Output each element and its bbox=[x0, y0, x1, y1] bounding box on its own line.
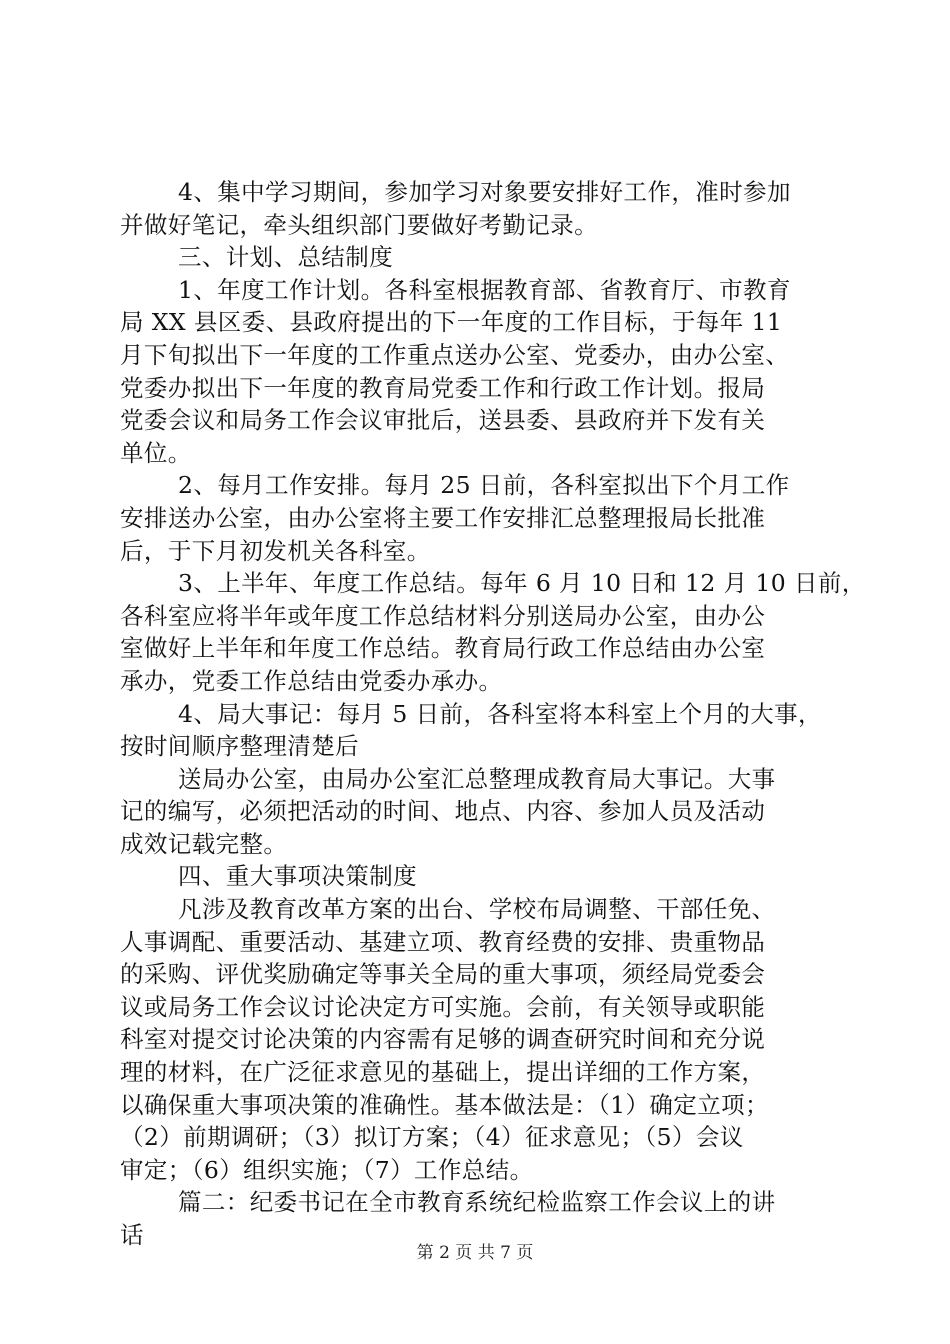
text-line: 局 XX 县区委、县政府提出的下一年度的工作目标，于每年 11 bbox=[120, 308, 783, 337]
text-line: 三、计划、总结制度 bbox=[178, 243, 394, 272]
text-line: 安排送办公室，由办公室将主要工作安排汇总整理报局长批准 bbox=[120, 503, 766, 532]
text-line: 四、重大事项决策制度 bbox=[178, 862, 417, 891]
text-line: 4、局大事记：每月 5 日前，各科室将本科室上个月的大事， bbox=[178, 699, 822, 728]
text-line: 审定；（6）组织实施；（7）工作总结。 bbox=[120, 1155, 534, 1184]
text-line: 各科室应将半年或年度工作总结材料分别送局办公室，由办公 bbox=[120, 601, 766, 630]
text-line: 以确保重大事项决策的准确性。基本做法是：（1）确定立项； bbox=[120, 1090, 769, 1119]
text-line: 送局办公室，由局办公室汇总整理成教育局大事记。大事 bbox=[178, 764, 776, 793]
text-line: 篇二：纪委书记在全市教育系统纪检监察工作会议上的讲 bbox=[178, 1188, 776, 1217]
text-line: 凡涉及教育改革方案的出台、学校布局调整、干部任免、 bbox=[178, 895, 776, 924]
text-line: 3、上半年、年度工作总结。每年 6 月 10 日和 12 月 10 日前， bbox=[178, 569, 866, 598]
text-line: 4、集中学习期间，参加学习对象要安排好工作，准时参加 bbox=[178, 178, 791, 206]
text-line: 理的材料，在广泛征求意见的基础上，提出详细的工作方案， bbox=[120, 1058, 766, 1087]
text-line: 1、年度工作计划。各科室根据教育部、省教育厅、市教育 bbox=[178, 275, 791, 304]
text-line: 后，于下月初发机关各科室。 bbox=[120, 536, 431, 565]
text-line: 月下旬拟出下一年度的工作重点送办公室、党委办，由办公室、 bbox=[120, 340, 790, 369]
text-line: 记的编写，必须把活动的时间、地点、内容、参加人员及活动 bbox=[120, 797, 766, 826]
text-line: 室做好上半年和年度工作总结。教育局行政工作总结由办公室 bbox=[120, 634, 766, 663]
text-line: 并做好笔记，牵头组织部门要做好考勤记录。 bbox=[120, 210, 598, 239]
text-line: 2、每月工作安排。每月 25 日前，各科室拟出下个月工作 bbox=[178, 471, 790, 500]
text-line: 党委办拟出下一年度的教育局党委工作和行政工作计划。报局 bbox=[120, 373, 766, 402]
text-line: （2）前期调研；（3）拟订方案；（4）征求意见；（5）会议 bbox=[120, 1123, 744, 1152]
text-line: 科室对提交讨论决策的内容需有足够的调查研究时间和充分说 bbox=[120, 1025, 766, 1054]
text-line: 党委会议和局务工作会议审批后，送县委、县政府并下发有关 bbox=[120, 406, 766, 435]
text-line: 承办，党委工作总结由党委办承办。 bbox=[120, 666, 503, 695]
text-line: 议或局务工作会议讨论决定方可实施。会前，有关领导或职能 bbox=[120, 992, 766, 1021]
page-footer: 第 2 页 共 7 页 bbox=[416, 1243, 534, 1263]
text-line: 按时间顺序整理清楚后 bbox=[120, 732, 359, 761]
text-line: 话 bbox=[120, 1221, 144, 1249]
text-line: 成效记载完整。 bbox=[120, 829, 288, 858]
text-line: 的采购、评优奖励确定等事关全局的重大事项，须经局党委会 bbox=[120, 960, 766, 989]
text-line: 单位。 bbox=[120, 438, 192, 467]
document-body bbox=[120, 176, 866, 1252]
text-line: 人事调配、重要活动、基建立项、教育经费的安排、贵重物品 bbox=[120, 927, 766, 956]
